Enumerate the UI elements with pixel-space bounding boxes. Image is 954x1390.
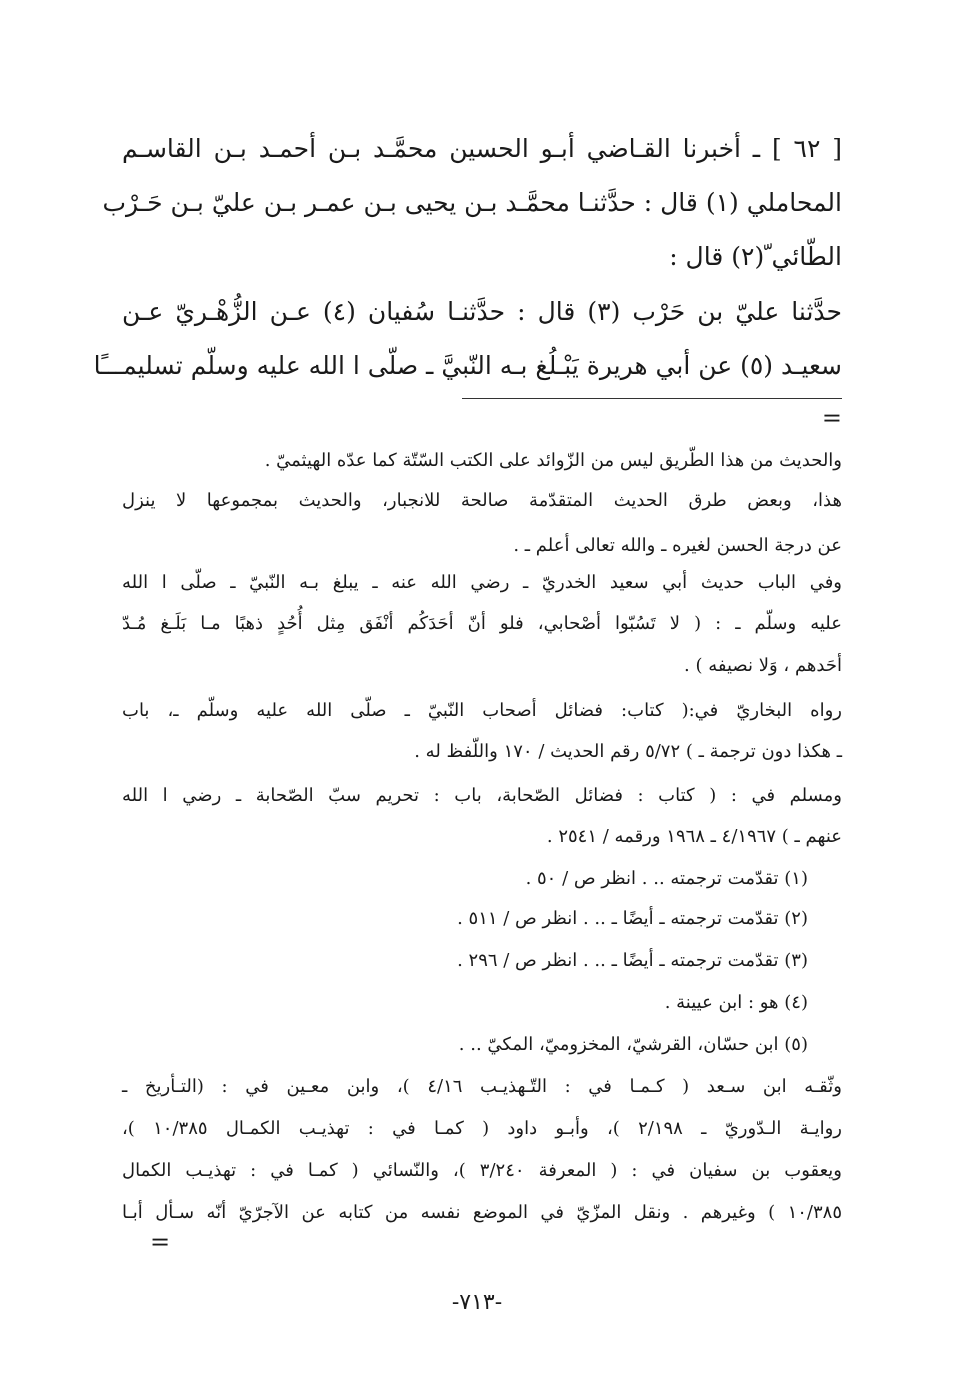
hadith-line-5: سعيـد (٥) عن أبي هريرة يَبْـلُغ بـه النّبيَّ ـ صلّى ا الله عليه وسلّم تسليمـــًا xyxy=(93,351,842,380)
footnote-4: (٤) هو : ابن عيينة . xyxy=(664,992,808,1013)
hadith-line-4: حدَّثنا عليّ بن حَرْب (٣) قال : حدَّثنـا سُفيان (٤) عـن الزُّهْـريّ عـن xyxy=(122,297,843,326)
footnote-5-cont-line-4: ١٠/٣٨٥ ) وغيرهم . ونقل المزّيّ في الموضع نفسه من كتابه عن الآجرّيّ أنّه سـأل أبـا xyxy=(122,1202,842,1223)
footnote-separator xyxy=(462,398,842,399)
commentary-line-4: وفي الباب حديث أبي سعيد الخدريّ ـ رضي الله عنه ـ يبلغ بـه النّبيّ ـ صلّى ا الله xyxy=(122,572,842,593)
hadith-line-1: [ ٦٢ ] ـ أخبرنا القـاضي أبـو الحسين محمَّـد بـن أحمـد بـن القاسـم xyxy=(122,134,842,163)
footnote-1: (١) تقدّمت ترجمته .. . انظر ص / ٥٠ . xyxy=(525,868,808,889)
commentary-line-1: والحديث من هذا الطّريق ليس من الزّوائد على الكتب السّتّة كما عدّه الهيثميّ . xyxy=(264,450,842,471)
page-number: -٧١٣- xyxy=(451,1290,503,1315)
commentary-line-3: عن درجة الحسن لغيره ـ والله تعالى أعلم ـ . xyxy=(513,535,842,556)
hadith-line-3: الطّائي ّ(٢) قال : xyxy=(669,242,842,271)
commentary-line-10: عنهم ـ ) ٤/١٩٦٧ ـ ١٩٦٨ ورقمه / ٢٥٤١ . xyxy=(546,826,842,847)
footnote-5-cont-line-3: ويعقوب بن سفيان في : ( المعرفة ٣/٢٤٠ )، والنّسائي ( كمـا في : تهذيـب الكمال xyxy=(122,1160,842,1181)
continuation-mark: = xyxy=(821,404,842,432)
footnote-5: (٥) ابن حسّان، القرشيّ، المخزوميّ، المكيّ .. . xyxy=(458,1034,808,1055)
commentary-line-9: ومسلم في : ( كتاب : فضائل الصّحابة، باب : تحريم سبّ الصّحابة ـ رضي ا الله xyxy=(122,785,842,806)
footnote-5-cont-line-1: وثّقـه ابن سـعد ( كـمـا في : التّـهذيـب ٤/١٦ )، وابن معـين في : (التـأريخ ـ xyxy=(122,1076,842,1097)
commentary-line-8: ـ هكذا دون ترجمة ـ ) ٥/٧٢ رقم الحديث / ١٧٠ واللّفظ له . xyxy=(414,741,842,762)
commentary-line-6: أحَدهم ، وَلا نصيفه ) . xyxy=(684,655,842,676)
hadith-line-2: المحاملي (١) قال : حدَّثنـا محمَّـد بـن يحيى بـن عمـر بـن عليّ بـن حَـرْب xyxy=(102,188,842,217)
footnote-2: (٢) تقدّمت ترجمته ـ أيضًا ـ .. . انظر ص / ٥١١ . xyxy=(457,908,808,929)
commentary-line-2: هذا، وبعض طرق الحديث المتقدّمة صالحة للانجبار، والحديث بمجموعها لا ينزل xyxy=(122,490,842,511)
footnote-5-cont-line-2: روايـة الـدّوريّ ـ ٢/١٩٨ )، وأبـو داود ( كمـا في : تهذيـب الكمـال ١٠/٣٨٥ )، xyxy=(122,1118,842,1139)
footnote-3: (٣) تقدّمت ترجمته ـ أيضًا ـ .. . انظر ص / ٢٩٦ . xyxy=(457,950,808,971)
commentary-line-5: عليه وسلّم ـ : ( لا تَسُبّوا أصْحابي، فلو أنّ أحَدَكُم أنْفَق مِثل أُحُدٍ ذهبًا مـا بَلَـغ مُـدّ xyxy=(122,613,842,634)
commentary-line-7: رواه البخاريّ في:( كتاب: فضائل أصحاب النّبيّ ـ صلّى الله عليه وسلّم ـ، باب xyxy=(122,700,842,721)
footnote-continuation-mark: = xyxy=(150,1228,171,1256)
